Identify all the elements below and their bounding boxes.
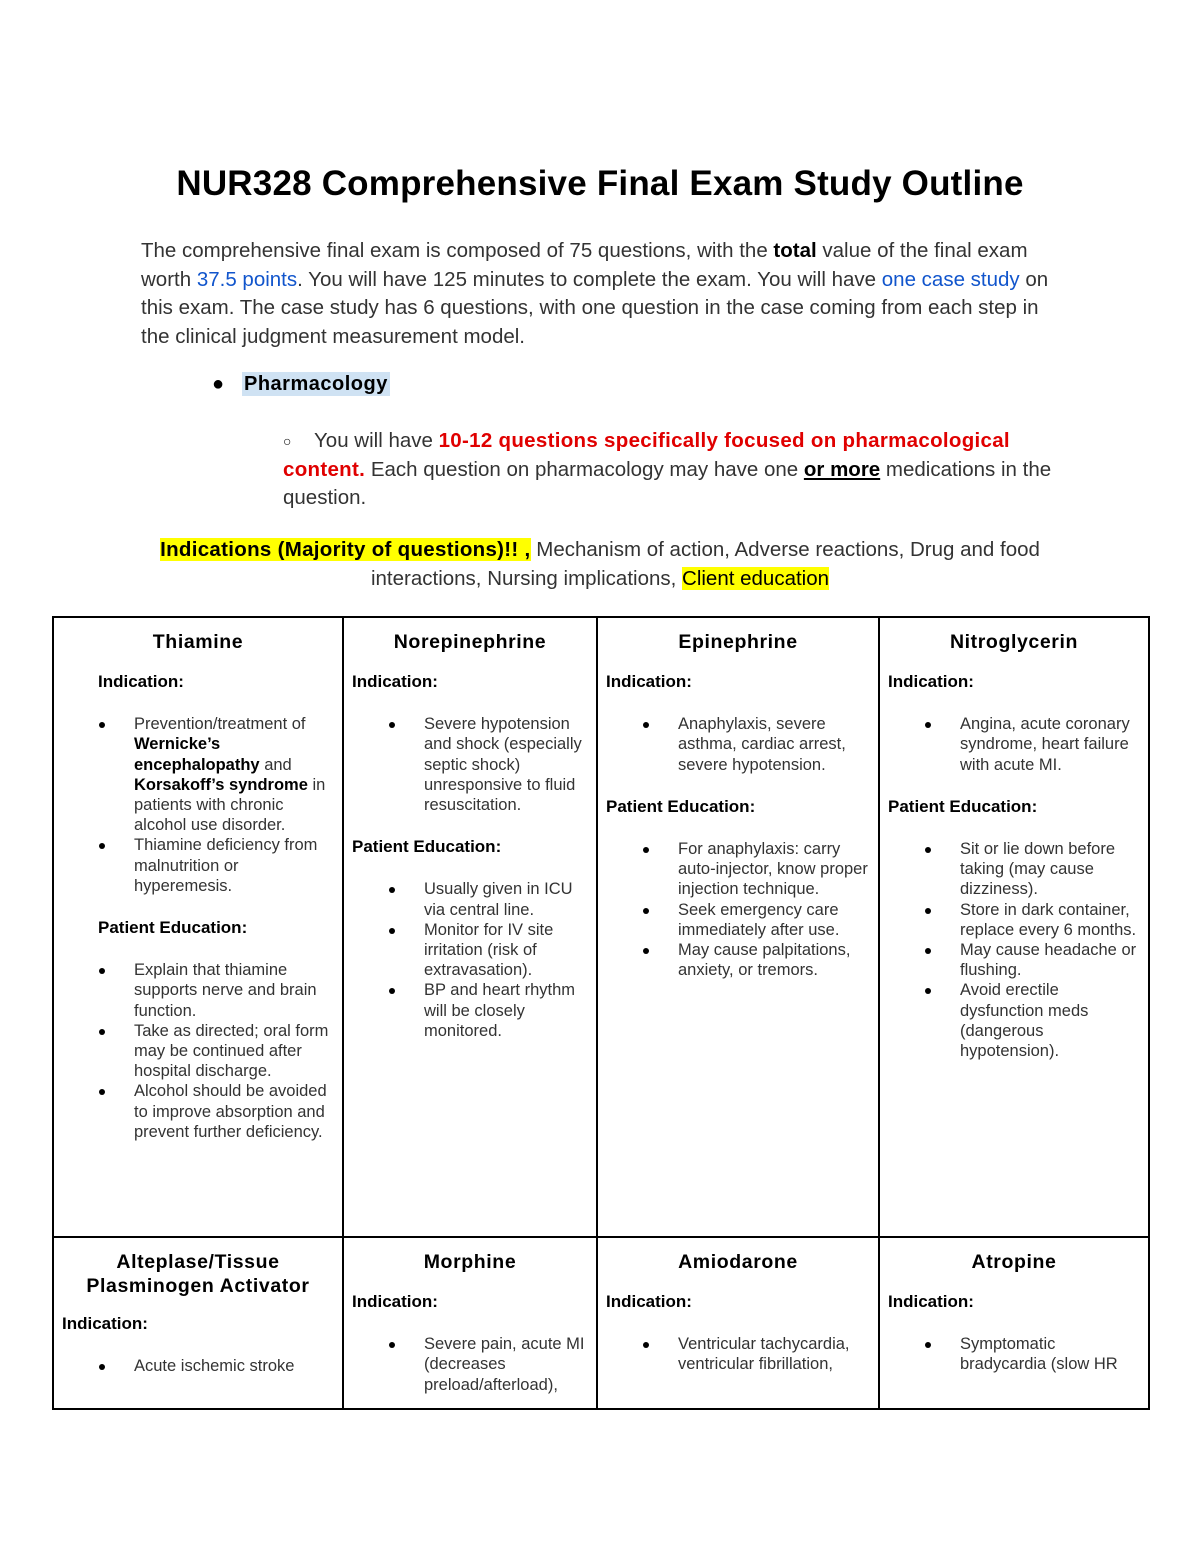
- drug-name: Alteplase/Tissue Plasminogen Activator: [86, 1251, 310, 1297]
- list-item: Usually given in ICU via central line.: [352, 879, 588, 919]
- client-education-highlight: Client education: [682, 567, 830, 590]
- patient-education-label: Patient Education:: [98, 918, 248, 938]
- indication-list: [888, 1334, 1140, 1374]
- indications-highlight: Indications (Majority of questions)!! ,: [160, 538, 531, 561]
- indication-label: Indication:: [606, 672, 692, 691]
- indication-list: [606, 714, 870, 775]
- list-item: Take as directed; oral form may be continued after hospital discharge.: [62, 1021, 334, 1082]
- drug-name: Morphine: [423, 1251, 517, 1273]
- indication-label: Indication:: [606, 1292, 692, 1311]
- indication-label: Indication:: [62, 1314, 148, 1333]
- drug-cell-epinephrine: [597, 617, 879, 1237]
- patient-education-label: Patient Education:: [606, 796, 756, 816]
- topics-line: Indications (Majority of questions)!! , Mechanism of action, Adverse reactions, Drug and food interactions, Nursing implications, Client education: [160, 538, 1040, 590]
- education-list: [62, 960, 334, 1142]
- pharmacology-bullet: [212, 373, 390, 396]
- education-list: [352, 879, 588, 1041]
- list-item: May cause palpitations, anxiety, or tremors.: [606, 940, 870, 980]
- list-item: For anaphylaxis: carry auto-injector, know proper injection technique.: [606, 839, 870, 900]
- drug-cell-thiamine: [53, 617, 343, 1237]
- list-item: Symptomatic bradycardia (slow HR: [888, 1334, 1140, 1374]
- indication-label: Indication:: [888, 672, 974, 691]
- points-value: 37.5 points: [196, 267, 298, 291]
- list-item: Store in dark container, replace every 6 months.: [888, 900, 1140, 940]
- indication-list: [62, 714, 334, 896]
- indication-list: [352, 714, 588, 815]
- list-item: BP and heart rhythm will be closely monitored.: [352, 980, 588, 1041]
- drug-name: Nitroglycerin: [949, 631, 1079, 653]
- table-row: [53, 1237, 1149, 1409]
- drug-cell-norepinephrine: [343, 617, 597, 1237]
- drug-name: Amiodarone: [678, 1251, 798, 1273]
- drug-name: Atropine: [971, 1251, 1057, 1273]
- pharmacology-sub-bullet: ○ You will have 10-12 questions specifically focused on pharmacological content. Each question on pharmacology may have one or more medications in the question.: [283, 429, 1052, 509]
- pharmacology-label: Pharmacology: [244, 373, 388, 395]
- list-item: Anaphylaxis, severe asthma, cardiac arrest, severe hypotension.: [606, 714, 870, 775]
- indication-label: Indication:: [888, 1292, 974, 1311]
- circle-bullet-icon: ○: [283, 433, 292, 449]
- drug-name: Epinephrine: [678, 631, 798, 653]
- list-item: Severe pain, acute MI (decreases preload/afterload),: [352, 1334, 588, 1395]
- list-item: Angina, acute coronary syndrome, heart failure with acute MI.: [888, 714, 1140, 775]
- drug-table: [52, 616, 1150, 1410]
- drug-name: Norepinephrine: [393, 631, 547, 653]
- education-list: [606, 839, 870, 980]
- indication-label: Indication:: [98, 672, 184, 691]
- drug-cell-alteplase: [53, 1237, 343, 1409]
- bullet-icon: ●: [212, 373, 225, 395]
- drug-cell-morphine: [343, 1237, 597, 1409]
- list-item: Severe hypotension and shock (especially septic shock) unresponsive to fluid resuscitation.: [352, 714, 588, 815]
- drug-name: Thiamine: [152, 631, 244, 653]
- list-item: Ventricular tachycardia, ventricular fibrillation,: [606, 1334, 870, 1374]
- table-row: [53, 617, 1149, 1237]
- drug-cell-amiodarone: [597, 1237, 879, 1409]
- page-title: NUR328 Comprehensive Final Exam Study Outline: [176, 164, 1024, 203]
- list-item: Alcohol should be avoided to improve absorption and prevent further deficiency.: [62, 1081, 334, 1142]
- list-item: Sit or lie down before taking (may cause dizziness).: [888, 839, 1140, 900]
- question-count-highlight: 10-12 questions specifically focused on pharmacological content.: [283, 429, 1010, 481]
- list-item: Avoid erectile dysfunction meds (dangerous hypotension).: [888, 980, 1140, 1061]
- patient-education-label: Patient Education:: [888, 796, 1038, 816]
- list-item: Thiamine deficiency from malnutrition or hyperemesis.: [62, 835, 334, 896]
- indication-list: [352, 1334, 588, 1395]
- indication-list: [888, 714, 1140, 775]
- list-item: May cause headache or flushing.: [888, 940, 1140, 980]
- list-item: Seek emergency care immediately after use.: [606, 900, 870, 940]
- case-study-text: one case study: [881, 267, 1020, 291]
- indication-label: Indication:: [352, 1292, 438, 1311]
- list-item: Prevention/treatment of Wernicke’s encephalopathy and Korsakoff’s syndrome in patients with chronic alcohol use disorder.: [62, 714, 334, 835]
- education-list: [888, 839, 1140, 1061]
- indication-label: Indication:: [352, 672, 438, 691]
- indication-list: [606, 1334, 870, 1374]
- intro-paragraph: The comprehensive final exam is composed of 75 questions, with the total value of the final exam worth 37.5 points. You will have 125 minutes to complete the exam. You will have one case study on this exam. The case study has 6 questions, with one question in the case coming from each step in the clinical judgment measurement model.: [141, 239, 1049, 348]
- drug-cell-atropine: [879, 1237, 1149, 1409]
- list-item: Monitor for IV site irritation (risk of extravasation).: [352, 920, 588, 981]
- list-item: Explain that thiamine supports nerve and brain function.: [62, 960, 334, 1021]
- indication-list: [62, 1356, 334, 1376]
- list-item: Acute ischemic stroke: [62, 1356, 334, 1376]
- drug-cell-nitroglycerin: [879, 617, 1149, 1237]
- patient-education-label: Patient Education:: [352, 837, 502, 857]
